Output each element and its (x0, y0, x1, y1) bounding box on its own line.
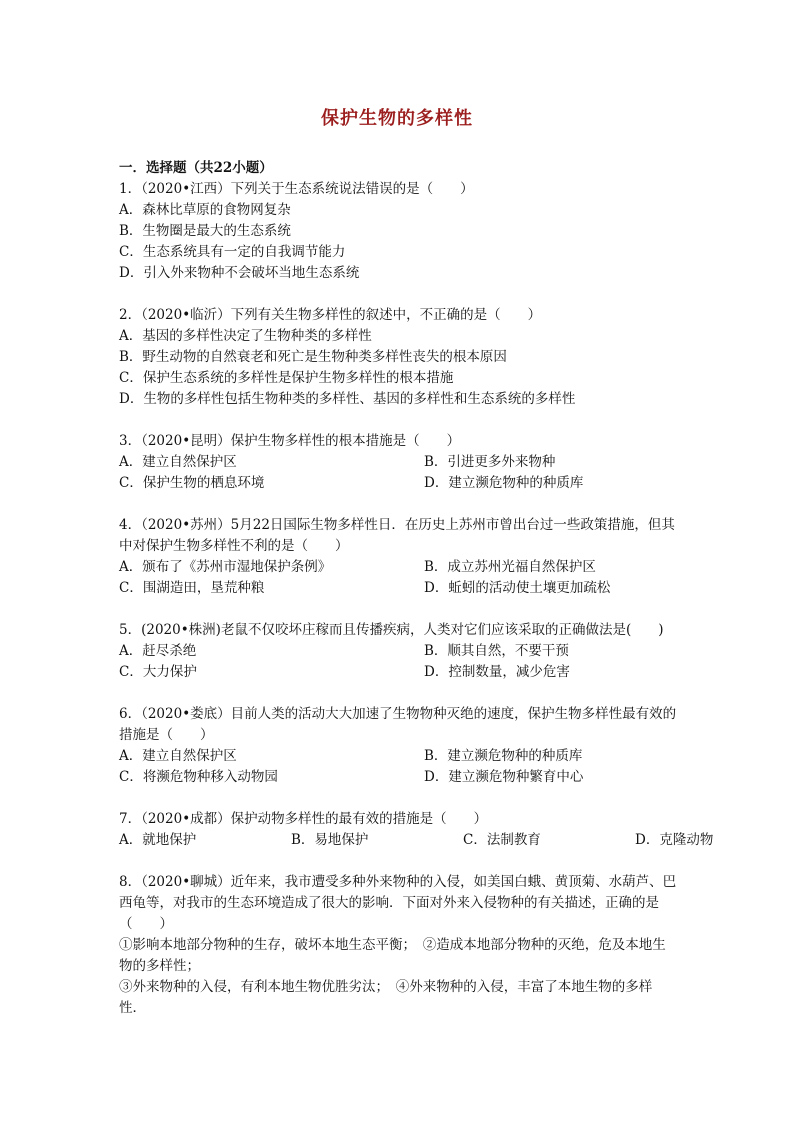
question-stem: 2．（2020•临沂）下列有关生物多样性的叙述中，不正确的是（ ） (119, 307, 542, 323)
question-stem: 3．（2020•昆明）保护生物多样性的根本措施是（ ） (119, 433, 461, 449)
option-a: A．赶尽杀绝 (119, 643, 197, 659)
option-d: D．建立濒危物种繁育中心 (424, 769, 584, 785)
option-row (119, 767, 729, 788)
option-a: A．基因的多样性决定了生物种类的多样性 (119, 328, 372, 344)
question-8 (119, 872, 729, 1019)
statement-item: ③外来物种的入侵，有利本地生物优胜劣汰； ④外来物种的入侵，丰富了本地生物的多样性． (119, 979, 653, 1016)
statement-item: ①影响本地部分物种的生存，破坏本地生态平衡； ②造成本地部分物种的灭绝，危及本地生物的多样性； (119, 937, 666, 974)
option-b: B．野生动物的自然衰老和死亡是生物种类多样性丧失的根本原因 (119, 349, 507, 365)
option-a: A．森林比草原的食物网复杂 (119, 202, 291, 218)
question-5 (119, 620, 729, 683)
option-c: C．保护生态系统的多样性是保护生物多样性的根本措施 (119, 370, 454, 386)
option-c: C．生态系统具有一定的自我调节能力 (119, 244, 346, 260)
option-row (119, 830, 729, 851)
option-b: B．易地保护 (291, 832, 369, 848)
option-a: A．建立自然保护区 (119, 454, 237, 470)
section-heading: 一．选择题（共22小题） (119, 160, 273, 176)
option-b: B．引进更多外来物种 (424, 454, 556, 470)
option-row (119, 746, 729, 767)
option-d: D．控制数量，减少危害 (424, 664, 570, 680)
page-title: 保护生物的多样性 (321, 108, 473, 129)
option-c: C．大力保护 (119, 664, 197, 680)
option-b: B．成立苏州光福自然保护区 (424, 559, 596, 575)
option-c: C．围湖造田，垦荒种粮 (119, 580, 265, 596)
option-a: A．就地保护 (119, 832, 197, 848)
question-stem: 1．（2020•江西）下列关于生态系统说法错误的是（ ） (119, 181, 474, 197)
question-7 (119, 809, 729, 851)
option-a: A．建立自然保护区 (119, 748, 237, 764)
question-4 (119, 515, 729, 599)
question-2 (119, 305, 729, 410)
option-row (119, 662, 729, 683)
option-c: C．将濒危物种移入动物园 (119, 769, 278, 785)
option-a: A．颁布了《苏州市湿地保护条例》 (119, 559, 332, 575)
question-stem: 6．（2020•娄底）目前人类的活动大大加速了生物物种灭绝的速度，保护生物多样性最有效的措施是（ ） (119, 706, 677, 743)
question-stem: 4．（2020•苏州）5月22日国际生物多样性日．在历史上苏州市曾出台过一些政策措施，但其中对保护生物多样性不利的是（ ） (119, 517, 675, 554)
option-row (119, 641, 729, 662)
option-d: D．生物的多样性包括生物种类的多样性、基因的多样性和生态系统的多样性 (119, 391, 576, 407)
question-stem: 5．(2020•株洲)老鼠不仅咬坏庄稼而且传播疾病，人类对它们应该采取的正确做法是( ) (119, 622, 664, 638)
question-stem: 8．（2020•聊城）近年来，我市遭受多种外来物种的入侵，如美国白蛾、黄顶菊、水葫芦、巴西龟等，对我市的生态环境造成了很大的影响．下面对外来入侵物种的有关描述，正确的是（ ） (119, 874, 677, 932)
question-stem: 7．（2020•成都）保护动物多样性的最有效的措施是（ ） (119, 811, 488, 827)
option-b: B．生物圈是最大的生态系统 (119, 223, 291, 239)
option-c: C．法制教育 (463, 832, 541, 848)
option-d: D．克隆动物 (635, 832, 714, 848)
question-6 (119, 704, 729, 788)
question-3 (119, 431, 729, 494)
option-b: B．顺其自然，不要干预 (424, 643, 569, 659)
option-d: D．蚯蚓的活动使土壤更加疏松 (424, 580, 611, 596)
option-row (119, 578, 729, 599)
option-row (119, 557, 729, 578)
option-b: B．建立濒危物种的种质库 (424, 748, 583, 764)
option-d: D．引入外来物种不会破坏当地生态系统 (119, 265, 360, 281)
option-row (119, 452, 729, 473)
option-c: C．保护生物的栖息环境 (119, 475, 265, 491)
option-row (119, 473, 729, 494)
option-d: D．建立濒危物种的种质库 (424, 475, 584, 491)
question-1 (119, 179, 729, 284)
question-list (119, 158, 729, 1040)
